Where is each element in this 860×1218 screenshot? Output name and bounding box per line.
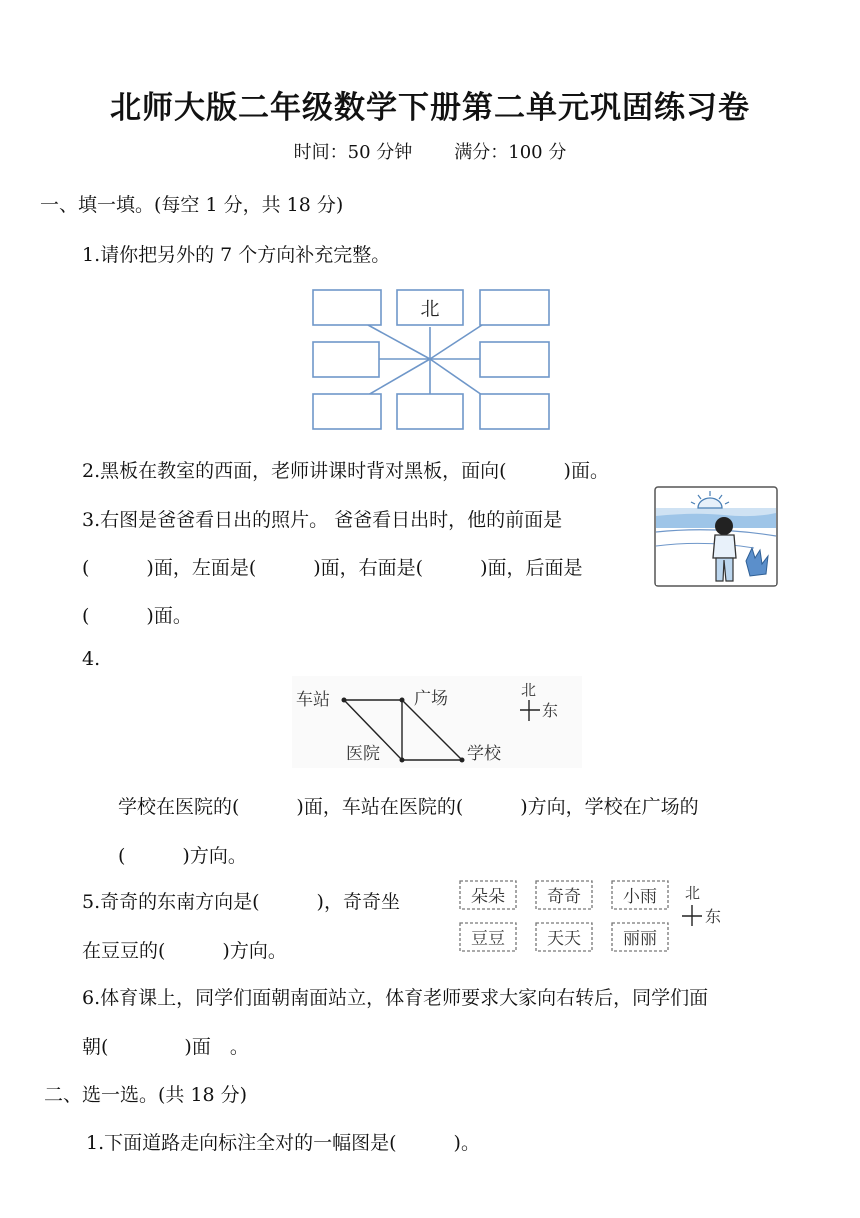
grid-compass-cross-icon [682,905,702,926]
map-label-school: 学校 [467,744,501,764]
seat-label-duoduo: 朵朵 [471,887,505,907]
box-south [397,394,463,429]
father-head [715,517,733,535]
question-1-3-line1: 3.右图是爸爸看日出的照片。 爸爸看日出时，他的前面是 [82,509,563,531]
question-1-6-line2: 朝( )面 。 [82,1036,249,1058]
map-east-label: 东 [542,701,559,720]
seat-label-qiqi: 奇奇 [547,887,581,907]
question-1-5-line2: 在豆豆的( )方向。 [82,940,287,962]
box-northwest [313,290,381,325]
location-map [292,676,582,768]
line-southeast [430,359,482,395]
box-southwest [313,394,381,429]
box-northeast [480,290,549,325]
exam-time: 时间：50 分钟 [293,142,413,163]
section-2-heading: 二、选一选。(共 18 分) [44,1084,248,1106]
north-label: 北 [420,298,440,320]
question-1-4-number: 4. [82,648,101,670]
seating-grid [456,878,728,956]
page-title: 北师大版二年级数学下册第二单元巩固练习卷 [110,90,750,126]
seat-label-lili: 丽丽 [623,929,657,949]
question-1-3-line2: ( )面，左面是( )面，右面是( )面，后面是 [82,557,583,579]
line-northeast [430,325,482,359]
map-label-hospital: 医院 [346,744,380,764]
box-east [480,342,549,377]
box-southeast [480,394,549,429]
map-label-station: 车站 [296,690,330,710]
question-1-4-line1: 学校在医院的( )面，车站在医院的( )方向，学校在广场的 [118,796,699,818]
question-1-4-line2: ( )方向。 [118,845,247,867]
map-label-square: 广场 [414,689,448,709]
compass-box-diagram [310,287,552,433]
grid-north-label: 北 [685,884,701,902]
exam-score: 满分：100 分 [454,142,567,163]
seat-label-xiaoyu: 小雨 [623,887,657,907]
seat-label-tiantian: 天天 [547,929,581,949]
question-2-1: 1.下面道路走向标注全对的一幅图是( )。 [86,1132,480,1154]
map-north-label: 北 [521,681,537,699]
section-1-heading: 一、填一填。(每空 1 分，共 18 分) [40,194,344,216]
father-body [713,535,736,558]
box-west [313,342,379,377]
exam-meta [0,138,860,164]
question-1-5-line1: 5.奇奇的东南方向是( )，奇奇坐 [82,891,400,913]
grid-east-label: 东 [705,907,722,926]
sunrise-illustration [654,486,778,587]
question-1-3-line3: ( )面。 [82,605,192,627]
seat-label-doudou: 豆豆 [471,929,505,949]
question-1-1: 1.请你把另外的 7 个方向补充完整。 [82,244,391,266]
question-1-2: 2.黑板在教室的西面，老师讲课时背对黑板，面向( )面。 [82,460,609,482]
question-1-6-line1: 6.体育课上，同学们面朝南面站立，体育老师要求大家向右转后，同学们面 [82,987,709,1009]
